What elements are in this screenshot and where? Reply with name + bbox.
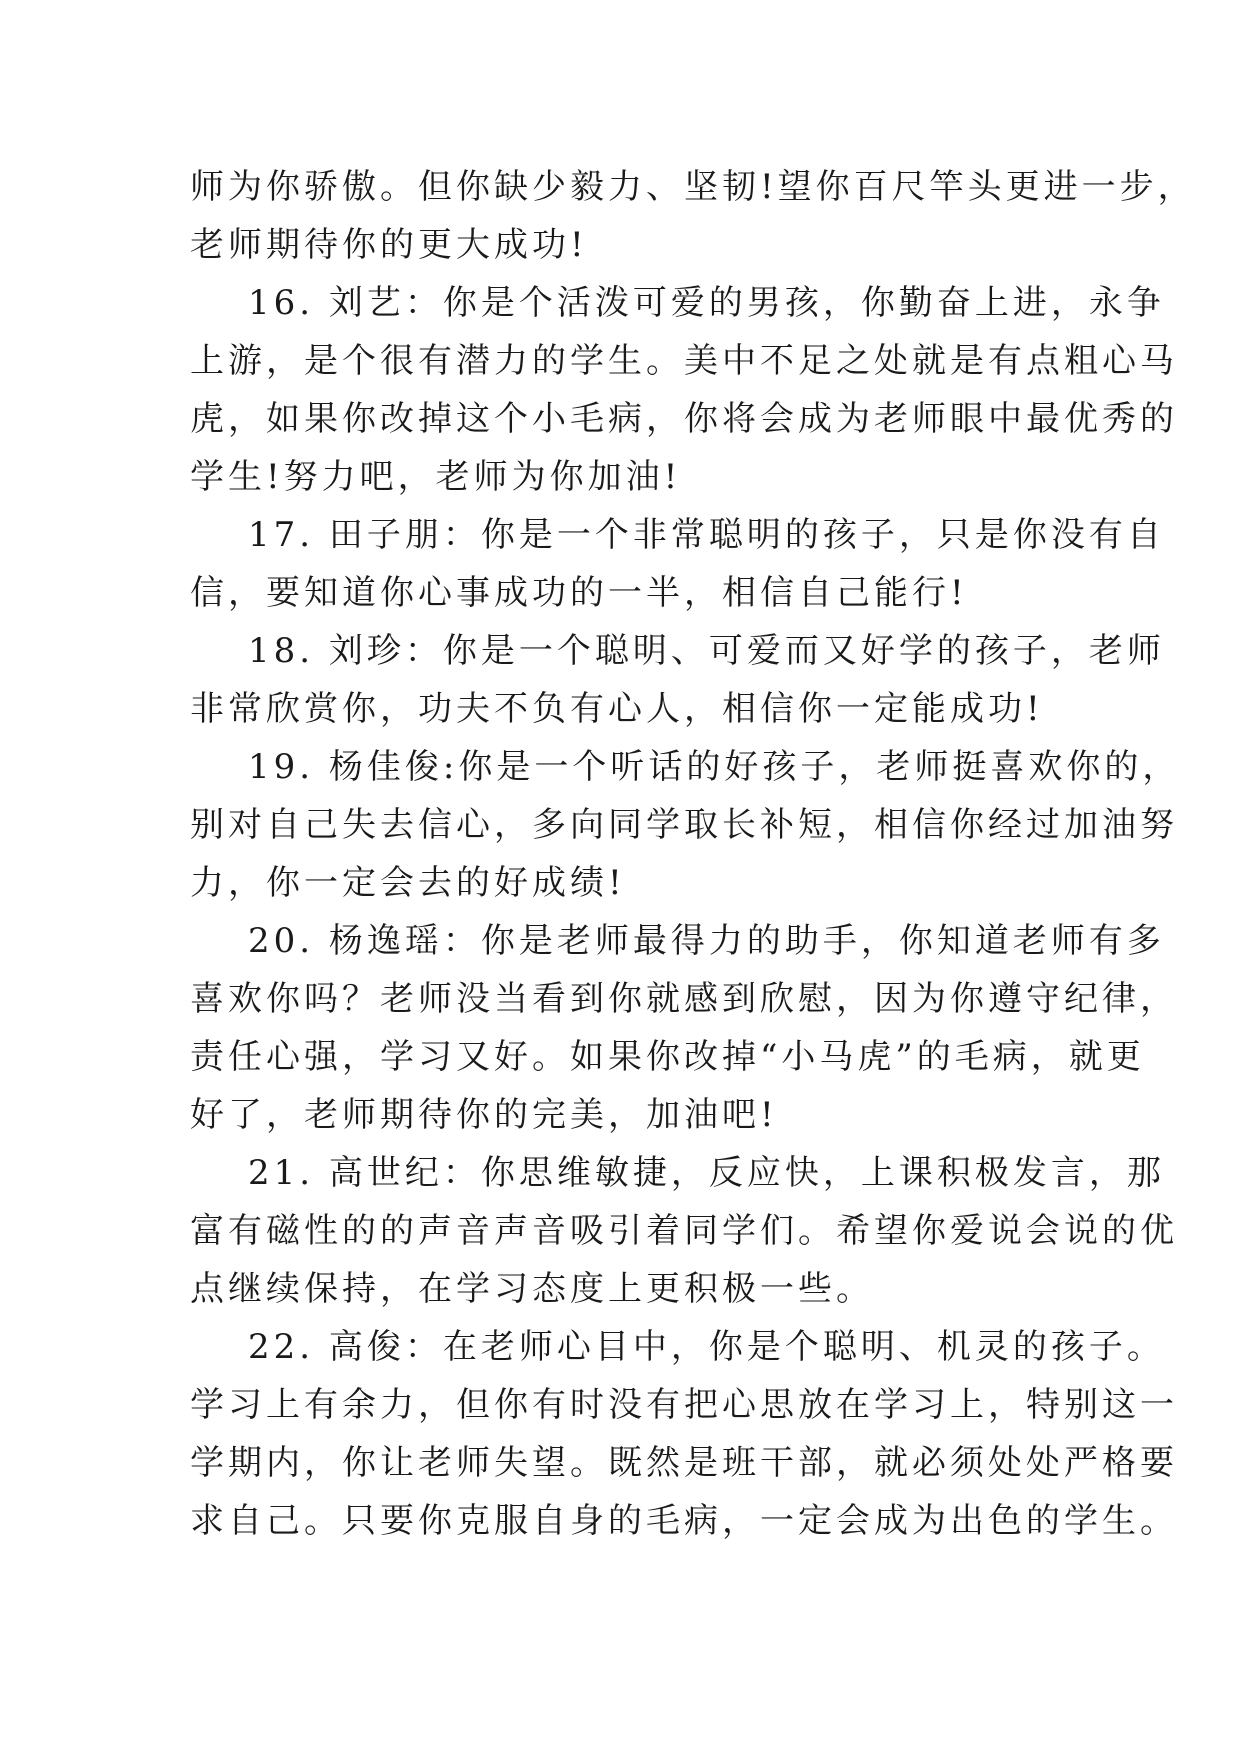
text-line: 20. 杨逸瑶：你是老师最得力的助手，你知道老师有多 xyxy=(248,921,1165,961)
text-line: 学习上有余力，但你有时没有把心思放在学习上，特别这一 xyxy=(190,1385,1178,1425)
text-line: 19. 杨佳俊:你是一个听话的好孩子，老师挺喜欢你的， xyxy=(248,747,1181,787)
text-line: 别对自己失去信心，多向同学取长补短，相信你经过加油努 xyxy=(190,805,1178,845)
text-line: 上游，是个很有潜力的学生。美中不足之处就是有点粗心马 xyxy=(190,341,1178,381)
text-line: 老师期待你的更大成功! xyxy=(190,225,588,265)
text-line: 非常欣赏你，功夫不负有心人，相信你一定能成功! xyxy=(190,689,1044,729)
text-line: 求自己。只要你克服自身的毛病，一定会成为出色的学生。 xyxy=(190,1501,1178,1541)
paragraph-continuation xyxy=(190,158,1196,274)
text-line: 21. 高世纪：你思维敏捷，反应快，上课积极发言，那 xyxy=(248,1153,1165,1193)
comment-item-18 xyxy=(190,622,1165,738)
text-line: 学生!努力吧，老师为你加油! xyxy=(190,457,682,497)
text-line: 17. 田子朋：你是一个非常聪明的孩子，只是你没有自 xyxy=(248,515,1165,555)
text-line: 力，你一定会去的好成绩! xyxy=(190,863,626,903)
comment-item-19 xyxy=(190,738,1181,912)
comment-item-20 xyxy=(190,912,1178,1144)
text-line: 信，要知道你心事成功的一半，相信自己能行! xyxy=(190,573,968,613)
comment-item-22 xyxy=(190,1318,1178,1550)
text-line: 点继续保持，在学习态度上更积极一些。 xyxy=(190,1269,874,1309)
text-line: 师为你骄傲。但你缺少毅力、坚韧!望你百尺竿头更进一步， xyxy=(190,167,1196,207)
text-line: 16. 刘艺：你是个活泼可爱的男孩，你勤奋上进，永争 xyxy=(248,283,1165,323)
comment-item-21 xyxy=(190,1144,1178,1318)
text-line: 18. 刘珍：你是一个聪明、可爱而又好学的孩子，老师 xyxy=(248,631,1165,671)
document-body xyxy=(190,158,1196,1550)
comment-item-16 xyxy=(190,274,1178,506)
text-line: 虎，如果你改掉这个小毛病，你将会成为老师眼中最优秀的 xyxy=(190,399,1178,439)
text-line: 22. 高俊：在老师心目中，你是个聪明、机灵的孩子。 xyxy=(248,1327,1165,1367)
text-line: 责任心强，学习又好。如果你改掉“小马虎”的毛病，就更 xyxy=(190,1037,1145,1077)
comment-item-17 xyxy=(190,506,1165,622)
text-line: 好了，老师期待你的完美，加油吧! xyxy=(190,1095,778,1135)
text-line: 富有磁性的的声音声音吸引着同学们。希望你爱说会说的优 xyxy=(190,1211,1178,1251)
text-line: 喜欢你吗？老师没当看到你就感到欣慰，因为你遵守纪律， xyxy=(190,979,1178,1019)
text-line: 学期内，你让老师失望。既然是班干部，就必须处处严格要 xyxy=(190,1443,1178,1483)
